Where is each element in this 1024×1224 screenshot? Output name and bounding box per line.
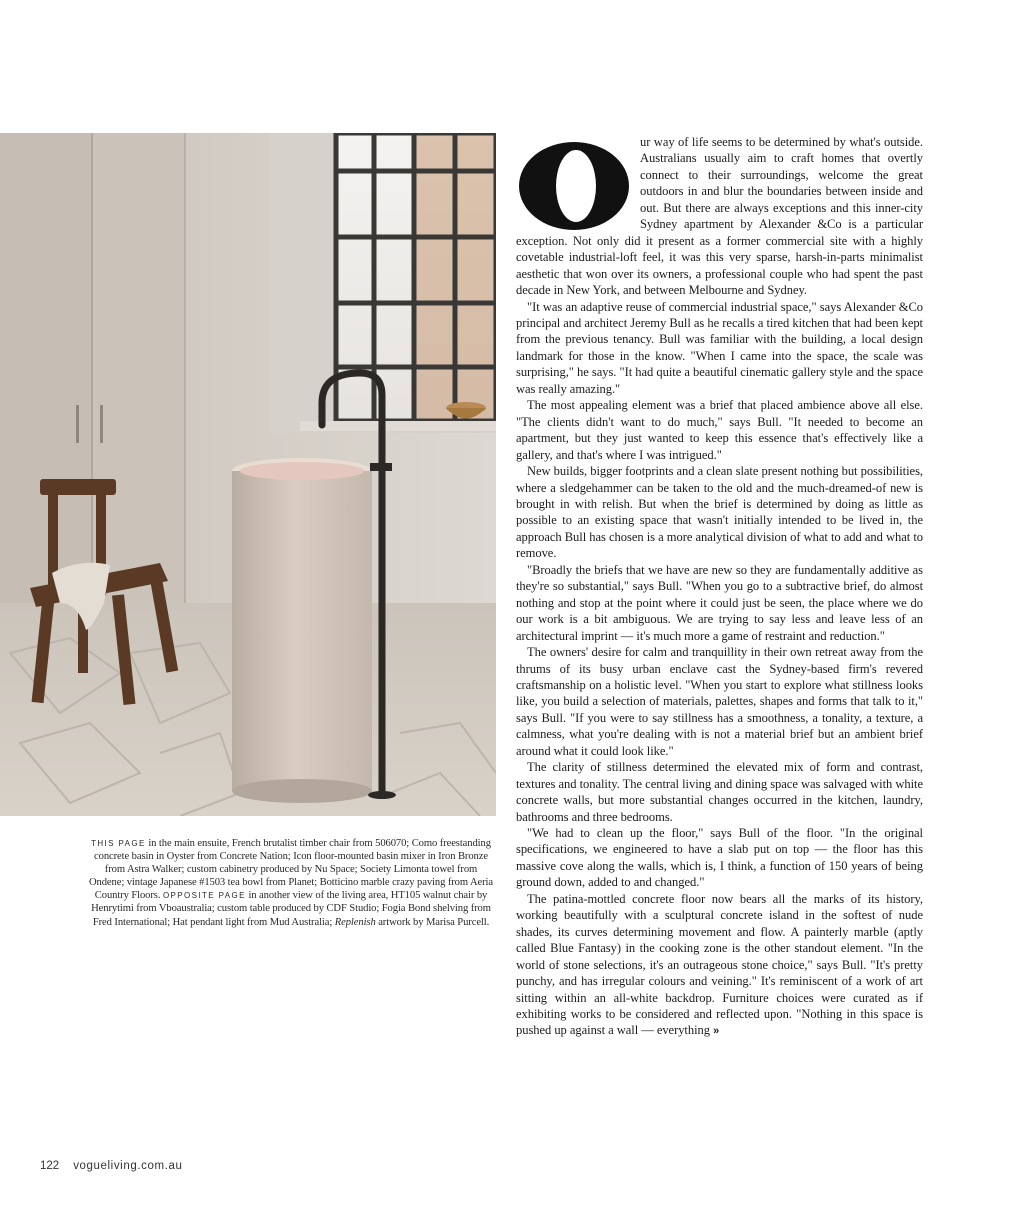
ensuite-photo: [0, 133, 496, 816]
article-paragraph: "Broadly the briefs that we have are new so they are fundamentally additive as they're so substantial," says Bull. "When you go to a subtractive brief, do almost nothing and stop at the point where it could just be seen, the place where we do our work is a bit ambiguous. We are trying to say less and leave less of an architectural imprint — it's much more a game of restraint and reduction.": [516, 562, 923, 643]
continue-arrow-icon: »: [713, 1025, 720, 1038]
caption-artwork-title: Replenish: [334, 916, 376, 928]
page-number: 122: [40, 1160, 60, 1172]
article-body: [516, 134, 923, 1040]
article-paragraph: The clarity of stillness determined the elevated mix of form and contrast, textures and tonality. The central living and dining space was salvaged with white concrete walls, but more substantial changes occurred in the kitchen, laundry, bathrooms and three bedrooms.: [516, 760, 923, 824]
article-paragraph-last: [516, 891, 923, 1040]
photo-caption: [86, 837, 496, 929]
caption-label-this-page: THIS PAGE: [91, 839, 146, 848]
article-last-text: The patina-mottled concrete floor now bears all the marks of its history, working beautifully with a sculptural concrete island in the softest of nude shades, its curves determining movement and flow. A painterly marble (aptly called Blue Fantasy) in the cooking zone is the other standout element. "In the world of stone selections, it's an outrageous stone choice," says Bull. "It's pretty punchy, and has irregular colours and veining." It's reminiscent of a work of art sitting within an all-white backdrop. Furniture choices were curated as if exhibiting works to be considered and reflected upon. "Nothing in this space is pushed up against a wall — everything: [516, 891, 923, 1038]
website-link[interactable]: vogueliving.com.au: [73, 1160, 183, 1172]
caption-text-1: in the main ensuite, French brutalist timber chair from 506070; Como freestanding concrete basin in Oyster from Concrete Nation; Icon floor-mounted basin mixer in Iron Bronze from Astra Walker; custom cabinetry produced by Nu Space; Society Limonta towel from Ondene; vintage Japanese #1503 tea bowl from Planet; Botticino marble crazy paving from Aeria Country Floors.: [88, 838, 494, 902]
article-paragraph: "We had to clean up the floor," says Bull of the floor. "In the original specifications, we engineered to have a slab put on top — the floor has this massive cove along the walls, which is, I think, a function of 150 years of being ground down, added to and changed.": [516, 826, 923, 890]
photo-ensuite-icon: [0, 133, 496, 816]
caption-text-3: artwork by Marisa Purcell.: [375, 916, 490, 928]
drop-cap-letter: O: [516, 136, 517, 137]
article-paragraph: New builds, bigger footprints and a clean slate present nothing but possibilities, where a sledgehammer can be taken to the old and the much-dreamed-of new is brought in with relish. But when the brief is determined by doing as little as possible to an existing space that wasn't initially intended to be lived in, the approach Bull has chosen is a more analytical division of what to add and what to remove.: [516, 464, 923, 561]
article-paragraph: The most appealing element was a brief that placed ambience above all else. "The clients didn't want to do much," says Bull. "It needed to become an apartment, but they just wanted to keep this essence that's effectively like a gallery, and that's where I was intrigued.": [516, 398, 923, 462]
caption-label-opposite-page: OPPOSITE PAGE: [162, 891, 246, 901]
page-footer: [40, 1160, 182, 1172]
drop-cap: [516, 136, 634, 232]
article-paragraph: "It was an adaptive reuse of commercial industrial space," says Alexander &Co principal and architect Jeremy Bull as he recalls a tired kitchen that had been kept from the previous tenancy. Bull was familiar with the building, a local design landmark for those in the know. "When I came into the space, the scale was surprising," he says. "It had quite a beautiful cinematic gallery style and the space was really amazing.": [516, 299, 923, 396]
article-paragraph: The owners' desire for calm and tranquillity in their own retreat away from the thrums of its busy urban enclave cast the Sydney-based firm's revered craftsmanship on a holistic level. "When you start to explore what stillness looks like, you build a selection of materials, palettes, shapes and forms that talk to it," says Bull. "If you were to say stillness has a smoothness, a tonality, a texture, a calmness, what you're dealing with is not a material brief but an ambient brief around what it could look like.": [516, 645, 923, 758]
caption-text-2: in another view of the living area, HT105 walnut chair by Henrytimi from Vboaustralia; custom table produced by CDF Studio; Fogia Bond shelving from Fred International; Hat pendant light from Mud Australia;: [91, 890, 491, 928]
article-paragraph: ur way of life seems to be determined by what's outside. Australians usually aim to craft homes that overtly connect to their surroundings, welcome the great outdoors in and blur the boundaries between inside and out. But there are always exceptions and this inner-city Sydney apartment by Alexander &Co is a particular exception. Not only did it present as a former commercial site with a highly covetable industrial-loft feel, it was this very sparse, harsh-in-parts minimalist aesthetic that won over its owners, a professional couple who had spent the past decade in New York, and between Melbourne and Sydney.: [516, 135, 923, 298]
